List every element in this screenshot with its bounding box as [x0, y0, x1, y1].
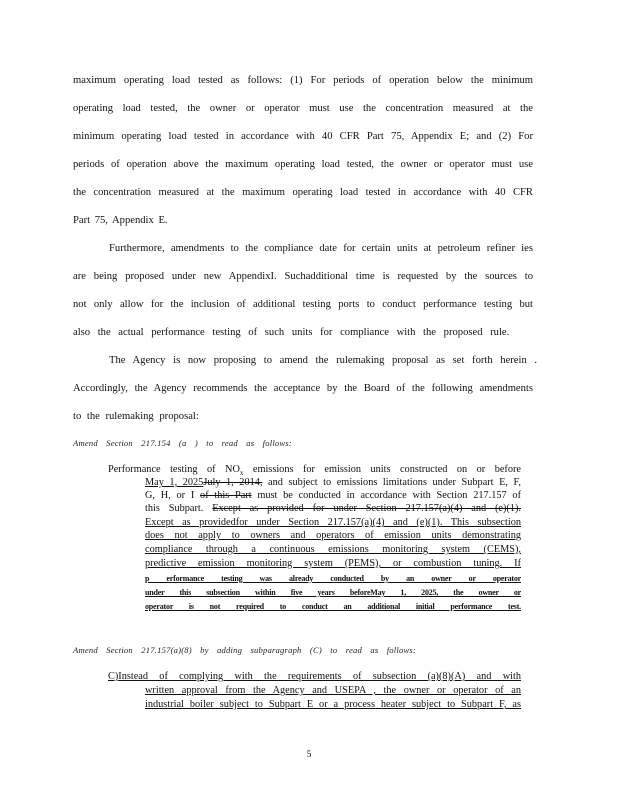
amend2-text: Instead of complying with the requirements of subsection (a)(8)(A) and with: [118, 671, 521, 682]
amend1-line-10: under this subsection within five years beforeMay 1, 2025, the owner or: [145, 588, 521, 597]
amend1-text: this Subpart.: [145, 503, 213, 514]
amend1-line-2: [145, 477, 521, 489]
para2-line-3: not only allow for the inclusion of additional testing ports to conduct performance testing but: [73, 299, 533, 310]
amend1-subscript: x: [239, 469, 244, 477]
struck-text: July 1, 2014,: [203, 477, 263, 488]
amend1-line-9: p erformance testing was already conducted by an owner or operator: [145, 574, 521, 583]
intro-line-4: periods of operation above the maximum operating load tested, the owner or operator must use: [73, 159, 533, 170]
amend1-text: and subject to emissions limitations under Subpart E, F,: [262, 477, 521, 488]
subparagraph-marker: C): [108, 671, 119, 682]
intro-line-5: the concentration measured at the maximum operating load tested in accordance with 40 CFR: [73, 187, 533, 198]
amend1-line-5: Except as providedfor under Section 217.157(a)(4) and (e)(1). This subsection: [145, 517, 521, 528]
amend1-line-8: predictive emission monitoring system (PEMS), or combustion tuning. If: [145, 558, 521, 569]
intro-line-6: Part 75, Appendix E.: [73, 215, 168, 226]
amend1-line-4: [145, 503, 521, 515]
intro-line-3: minimum operating load tested in accordance with 40 CFR Part 75, Appendix E; and (2) For: [73, 131, 533, 142]
para2-line-1: Furthermore, amendments to the compliance date for certain units at petroleum refiner ies: [109, 243, 533, 254]
amend1-line-7: compliance through a continuous emissions monitoring system (CEMS),: [145, 544, 521, 555]
para3-line-3: to the rulemaking proposal:: [73, 411, 199, 422]
amend-instruction-1: Amend Section 217.154 (a ) to read as follows:: [73, 438, 292, 448]
amend1-line-3: [145, 490, 521, 502]
struck-text: Except as provided for under Section 217.157(a)(4) and (e)(1).: [212, 503, 521, 514]
inserted-text: May 1, 2025: [145, 477, 204, 488]
amend1-text: G, H, or I: [145, 490, 201, 501]
para3-line-2: Accordingly, the Agency recommends the acceptance by the Board of the following amendments: [73, 383, 533, 394]
amend2-line-3: industrial boiler subject to Subpart E or a process heater subject to Subpart F, as: [145, 699, 521, 710]
para2-line-2: are being proposed under new AppendixI. Suchadditional time is requested by the sources to: [73, 271, 533, 282]
amend1-text: must be conducted in accordance with Section 217.157 of: [251, 490, 521, 501]
amend1-text: emissions for emission units constructed on or before: [243, 464, 521, 475]
page-number: 5: [306, 750, 312, 760]
para3-line-1: The Agency is now proposing to amend the rulemaking proposal as set forth herein .: [109, 355, 538, 366]
amend-instruction-2: Amend Section 217.157(a)(8) by adding subparagraph (C) to read as follows:: [73, 645, 417, 655]
amend1-text: Performance testing of NO: [108, 464, 240, 475]
intro-line-1: maximum operating load tested as follows: (1) For periods of operation below the minimum: [73, 75, 533, 86]
para2-line-4: also the actual performance testing of such units for compliance with the proposed rule.: [73, 327, 510, 338]
amend2-line-2: written approval from the Agency and USEPA , the owner or operator of an: [145, 685, 521, 696]
intro-line-2: operating load tested, the owner or operator must use the concentration measured at the: [73, 103, 533, 114]
amend1-line-11: operator is not required to conduct an additional initial performance test.: [145, 602, 521, 611]
amend1-line-6: does not apply to owners and operators of emission units demonstrating: [145, 530, 521, 541]
struck-text: of this Part: [200, 490, 252, 501]
amend2-line-1: [108, 671, 521, 683]
